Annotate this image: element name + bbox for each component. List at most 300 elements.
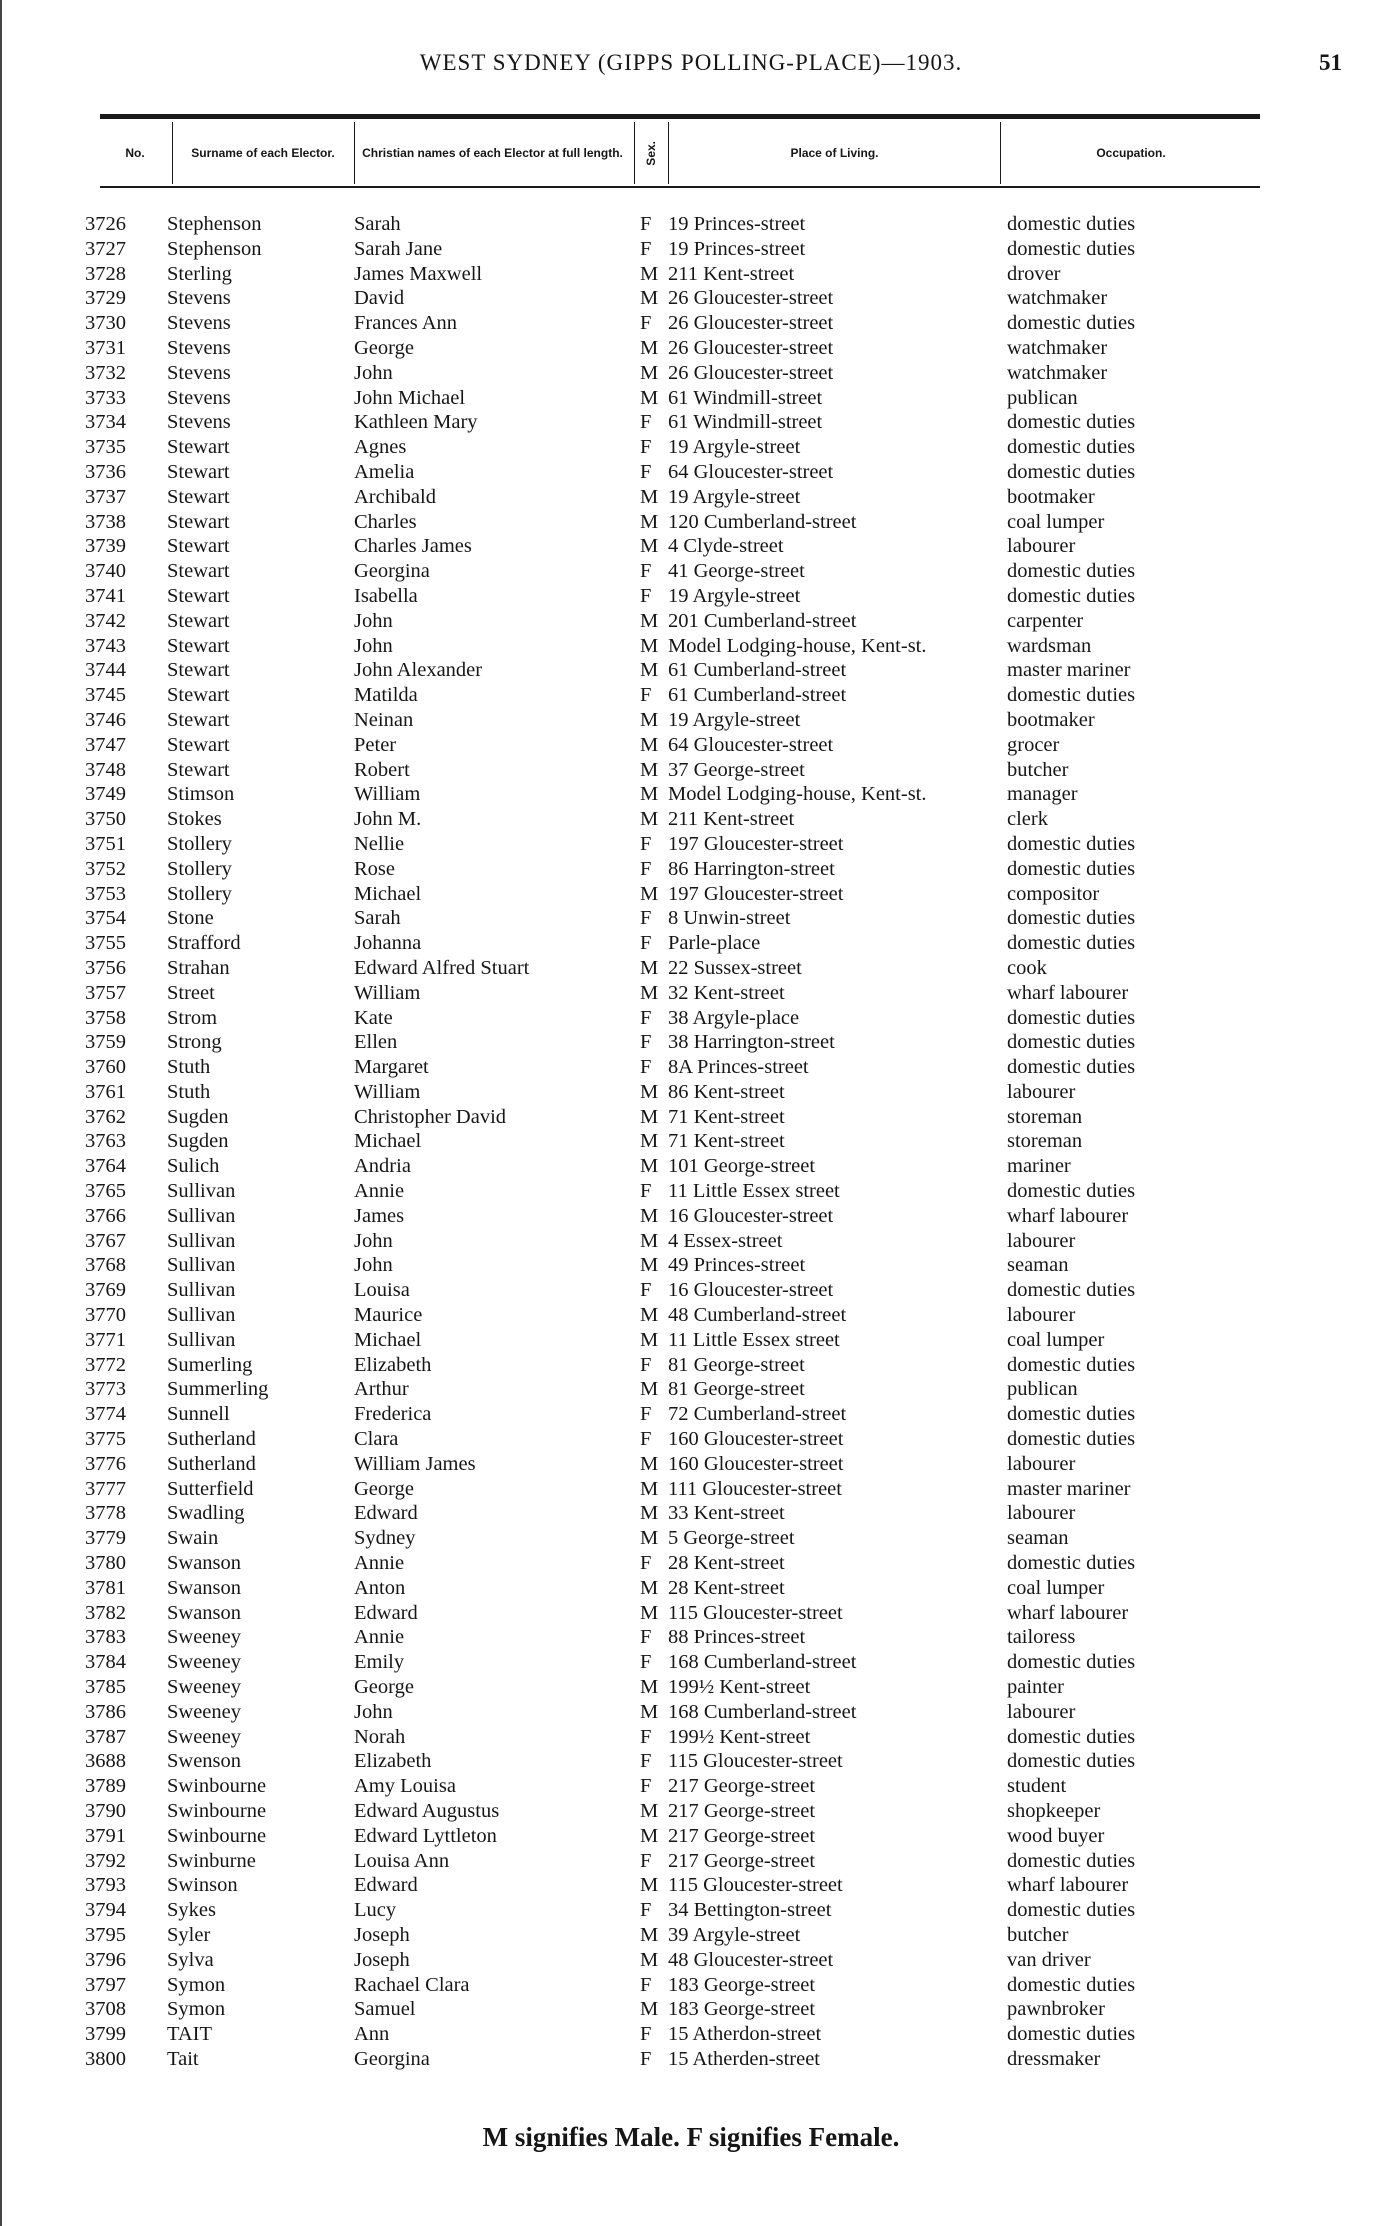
elector-number: 3726 <box>85 213 126 235</box>
elector-occupation: publican <box>1007 386 1078 409</box>
elector-occupation: labourer <box>1007 1700 1076 1723</box>
elector-surname: Stewart <box>167 609 230 632</box>
elector-surname: Swinbourne <box>167 1800 267 1822</box>
elector-number: 3764 <box>85 1155 126 1178</box>
elector-christian-names: Edward Augustus <box>354 1800 500 1822</box>
elector-surname: Sunnell <box>167 1403 230 1426</box>
elector-sex: M <box>640 609 659 632</box>
elector-sex: F <box>640 857 652 880</box>
elector-place: 120 Cumberland-street <box>668 510 857 533</box>
table-row <box>0 559 1382 584</box>
elector-number: 3791 <box>85 1824 126 1847</box>
elector-surname: Sweeney <box>167 1700 242 1723</box>
elector-number: 3800 <box>85 2047 126 2070</box>
elector-surname: Stewart <box>167 535 230 558</box>
elector-surname: Stewart <box>167 436 230 459</box>
elector-number: 3779 <box>85 1527 126 1550</box>
elector-surname: Strahan <box>167 956 230 979</box>
elector-sex: F <box>640 1899 652 1922</box>
elector-sex: M <box>640 1378 659 1401</box>
elector-christian-names: Lucy <box>354 1899 397 1922</box>
elector-christian-names: Nellie <box>354 832 405 855</box>
elector-surname: Stokes <box>167 808 222 831</box>
elector-occupation: seaman <box>1007 1527 1069 1550</box>
elector-number: 3759 <box>85 1031 126 1054</box>
elector-place: 39 Argyle-street <box>668 1923 801 1946</box>
elector-surname: Swinson <box>167 1874 238 1897</box>
elector-occupation: dressmaker <box>1007 2047 1101 2070</box>
elector-christian-names: Ann <box>354 2023 390 2046</box>
column-divider <box>668 122 669 184</box>
elector-occupation: bootmaker <box>1007 708 1095 731</box>
elector-place: 32 Kent-street <box>668 981 785 1004</box>
elector-sex: F <box>640 460 652 483</box>
elector-occupation: domestic duties <box>1007 1428 1136 1451</box>
elector-number: 3776 <box>85 1452 126 1475</box>
elector-number: 3736 <box>85 460 126 483</box>
elector-number: 3708 <box>85 1998 126 2021</box>
elector-christian-names: Sarah <box>354 907 401 930</box>
elector-christian-names: Archibald <box>354 485 436 508</box>
elector-sex: M <box>640 1576 659 1599</box>
top-rule <box>100 114 1260 119</box>
elector-number: 3747 <box>85 733 126 756</box>
elector-surname: Strong <box>167 1031 222 1054</box>
table-row <box>0 1997 1382 2022</box>
elector-occupation: domestic duties <box>1007 1973 1136 1996</box>
elector-sex: M <box>640 336 659 359</box>
elector-sex: F <box>640 907 652 930</box>
column-header-place: Place of Living. <box>790 145 879 160</box>
elector-number: 3737 <box>85 485 126 508</box>
elector-christian-names: Annie <box>354 1626 405 1649</box>
elector-occupation: wood buyer <box>1007 1824 1105 1847</box>
elector-christian-names: Frederica <box>354 1403 432 1426</box>
elector-surname: Tait <box>167 2047 199 2070</box>
elector-surname: Sumerling <box>167 1353 253 1376</box>
elector-place: 16 Gloucester-street <box>668 1204 834 1227</box>
elector-place: 88 Princes-street <box>668 1626 806 1649</box>
elector-sex: F <box>640 1973 652 1996</box>
elector-place: 211 Kent-street <box>668 808 795 831</box>
elector-occupation: domestic duties <box>1007 436 1136 459</box>
elector-place: 61 Cumberland-street <box>668 684 847 707</box>
elector-number: 3750 <box>85 808 126 831</box>
elector-surname: Strom <box>167 1006 218 1029</box>
elector-surname: Sterling <box>167 262 232 285</box>
elector-occupation: labourer <box>1007 1502 1076 1525</box>
elector-place: 41 George-street <box>668 560 805 583</box>
elector-number: 3799 <box>85 2023 126 2046</box>
elector-surname: Stone <box>167 907 214 930</box>
elector-surname: Sullivan <box>167 1204 236 1227</box>
elector-sex: M <box>640 1998 659 2021</box>
elector-occupation: domestic duties <box>1007 1552 1136 1575</box>
elector-sex: F <box>640 312 652 335</box>
elector-sex: F <box>640 1750 652 1773</box>
table-row <box>0 336 1382 361</box>
elector-place: 8A Princes-street <box>668 1056 809 1079</box>
elector-number: 3766 <box>85 1204 126 1227</box>
elector-number: 3735 <box>85 436 126 459</box>
elector-place: 4 Clyde-street <box>668 535 784 558</box>
elector-place: 48 Gloucester-street <box>668 1948 834 1971</box>
elector-surname: Stevens <box>167 386 231 409</box>
elector-number: 3772 <box>85 1353 126 1376</box>
elector-place: 48 Cumberland-street <box>668 1304 847 1327</box>
table-row <box>0 1824 1382 1849</box>
elector-sex: F <box>640 1725 652 1748</box>
elector-place: 217 George-street <box>668 1849 816 1872</box>
elector-christian-names: Edward Lyttleton <box>354 1824 497 1847</box>
elector-surname: Summerling <box>167 1378 269 1401</box>
elector-surname: Sweeney <box>167 1626 242 1649</box>
elector-occupation: pawnbroker <box>1007 1998 1105 2021</box>
elector-number: 3767 <box>85 1229 126 1252</box>
elector-christian-names: George <box>354 336 414 359</box>
elector-surname: Sugden <box>167 1105 229 1128</box>
elector-surname: Stewart <box>167 485 230 508</box>
elector-christian-names: Joseph <box>354 1948 410 1971</box>
table-row <box>0 1080 1382 1105</box>
column-divider <box>1000 122 1001 184</box>
elector-christian-names: Johanna <box>354 932 422 955</box>
elector-surname: Sullivan <box>167 1328 236 1351</box>
table-row <box>0 1576 1382 1601</box>
elector-surname: Stewart <box>167 684 230 707</box>
elector-occupation: grocer <box>1007 733 1060 756</box>
table-row <box>0 435 1382 460</box>
elector-occupation: domestic duties <box>1007 1849 1136 1872</box>
elector-christian-names: Andria <box>354 1155 411 1178</box>
elector-surname: Stevens <box>167 312 231 335</box>
elector-sex: M <box>640 485 659 508</box>
elector-place: 34 Bettington-street <box>668 1899 832 1922</box>
elector-occupation: master mariner <box>1007 1477 1131 1500</box>
table-row <box>0 1725 1382 1750</box>
table-row <box>0 1501 1382 1526</box>
elector-sex: M <box>640 758 659 781</box>
elector-sex: M <box>640 1527 659 1550</box>
table-row <box>0 658 1382 683</box>
elector-occupation: butcher <box>1007 758 1069 781</box>
elector-number: 3733 <box>85 386 126 409</box>
elector-sex: F <box>640 1006 652 1029</box>
elector-number: 3745 <box>85 684 126 707</box>
table-row <box>0 832 1382 857</box>
elector-sex: M <box>640 1601 659 1624</box>
table-row <box>0 1154 1382 1179</box>
elector-place: 19 Princes-street <box>668 213 806 235</box>
elector-number: 3731 <box>85 336 126 359</box>
column-header-occupation: Occupation. <box>1096 145 1166 160</box>
table-row <box>0 1551 1382 1576</box>
elector-number: 3783 <box>85 1626 126 1649</box>
elector-number: 3781 <box>85 1576 126 1599</box>
elector-number: 3729 <box>85 287 126 310</box>
elector-place: 115 Gloucester-street <box>668 1750 843 1773</box>
elector-christian-names: William <box>354 981 421 1004</box>
elector-sex: M <box>640 361 659 384</box>
elector-christian-names: William James <box>354 1452 476 1475</box>
elector-sex: M <box>640 1105 659 1128</box>
table-row <box>0 1774 1382 1799</box>
table-row <box>0 311 1382 336</box>
elector-christian-names: Neinan <box>354 708 414 731</box>
elector-sex: F <box>640 2023 652 2046</box>
elector-sex: M <box>640 1130 659 1153</box>
elector-surname: Stimson <box>167 783 235 806</box>
elector-place: 38 Harrington-street <box>668 1031 835 1054</box>
table-row <box>0 1278 1382 1303</box>
elector-surname: Sullivan <box>167 1229 236 1252</box>
table-row <box>0 634 1382 659</box>
table-row <box>0 485 1382 510</box>
elector-christian-names: Joseph <box>354 1923 410 1946</box>
elector-number: 3793 <box>85 1874 126 1897</box>
elector-place: 4 Essex-street <box>668 1229 783 1252</box>
elector-surname: Swanson <box>167 1601 242 1624</box>
table-row <box>0 1675 1382 1700</box>
column-divider <box>634 122 635 184</box>
elector-number: 3755 <box>85 932 126 955</box>
table-row <box>0 609 1382 634</box>
table-row <box>0 1204 1382 1229</box>
table-row <box>0 237 1382 262</box>
table-row <box>0 1923 1382 1948</box>
elector-place: 199½ Kent-street <box>668 1725 811 1748</box>
elector-sex: F <box>640 584 652 607</box>
elector-christian-names: George <box>354 1676 414 1699</box>
elector-surname: Stevens <box>167 361 231 384</box>
elector-occupation: watchmaker <box>1007 336 1108 359</box>
table-row <box>0 857 1382 882</box>
elector-sex: M <box>640 1204 659 1227</box>
elector-surname: Swinbourne <box>167 1775 267 1798</box>
elector-occupation: master mariner <box>1007 659 1131 682</box>
elector-number: 3728 <box>85 262 126 285</box>
elector-place: 8 Unwin-street <box>668 907 791 930</box>
elector-sex: M <box>640 386 659 409</box>
elector-sex: F <box>640 1180 652 1203</box>
table-row <box>0 386 1382 411</box>
elector-surname: Stewart <box>167 460 230 483</box>
elector-place: 26 Gloucester-street <box>668 336 834 359</box>
elector-sex: F <box>640 1651 652 1674</box>
elector-number: 3797 <box>85 1973 126 1996</box>
elector-sex: F <box>640 1031 652 1054</box>
elector-sex: F <box>640 1775 652 1798</box>
elector-christian-names: Michael <box>354 1328 422 1351</box>
elector-sex: F <box>640 213 652 235</box>
elector-number: 3782 <box>85 1601 126 1624</box>
elector-christian-names: Annie <box>354 1180 405 1203</box>
elector-christian-names: John <box>354 634 393 657</box>
elector-place: 197 Gloucester-street <box>668 832 844 855</box>
column-divider <box>354 122 355 184</box>
elector-place: 19 Princes-street <box>668 237 806 260</box>
elector-occupation: domestic duties <box>1007 312 1136 335</box>
elector-surname: Stephenson <box>167 213 262 235</box>
elector-number: 3748 <box>85 758 126 781</box>
elector-place: 16 Gloucester-street <box>668 1279 834 1302</box>
table-row <box>0 1402 1382 1427</box>
elector-place: 111 Gloucester-street <box>668 1477 842 1500</box>
elector-sex: M <box>640 733 659 756</box>
elector-number: 3758 <box>85 1006 126 1029</box>
elector-number: 3727 <box>85 237 126 260</box>
elector-sex: M <box>640 1229 659 1252</box>
elector-number: 3738 <box>85 510 126 533</box>
elector-place: 72 Cumberland-street <box>668 1403 847 1426</box>
elector-sex: F <box>640 1056 652 1079</box>
elector-place: 183 George-street <box>668 1973 816 1996</box>
table-row <box>0 1601 1382 1626</box>
elector-christian-names: James Maxwell <box>354 262 483 285</box>
table-row <box>0 1973 1382 1998</box>
elector-place: 217 George-street <box>668 1800 816 1822</box>
table-row <box>0 2047 1382 2072</box>
elector-christian-names: Edward Alfred Stuart <box>354 956 530 979</box>
elector-place: 61 Windmill-street <box>668 386 823 409</box>
elector-number: 3730 <box>85 312 126 335</box>
table-row <box>0 1700 1382 1725</box>
elector-place: 26 Gloucester-street <box>668 312 834 335</box>
elector-number: 3777 <box>85 1477 126 1500</box>
elector-christian-names: Peter <box>354 733 397 756</box>
elector-occupation: domestic duties <box>1007 1006 1136 1029</box>
elector-surname: Swain <box>167 1527 219 1550</box>
table-row <box>0 460 1382 485</box>
column-header-no: No. <box>125 145 145 160</box>
elector-number: 3749 <box>85 783 126 806</box>
table-row <box>0 1055 1382 1080</box>
elector-surname: TAIT <box>167 2023 213 2046</box>
elector-place: 64 Gloucester-street <box>668 733 834 756</box>
elector-sex: F <box>640 237 652 260</box>
elector-occupation: cook <box>1007 956 1047 979</box>
elector-christian-names: Ellen <box>354 1031 398 1054</box>
table-row <box>0 931 1382 956</box>
elector-surname: Stewart <box>167 659 230 682</box>
elector-number: 3768 <box>85 1254 126 1277</box>
elector-christian-names: Anton <box>354 1576 406 1599</box>
elector-number: 3763 <box>85 1130 126 1153</box>
elector-occupation: domestic duties <box>1007 907 1136 930</box>
page-number: 51 <box>1319 50 1342 75</box>
elector-sex: M <box>640 1254 659 1277</box>
elector-christian-names: Norah <box>354 1725 406 1748</box>
elector-place: 22 Sussex-street <box>668 956 802 979</box>
table-row <box>0 212 1382 237</box>
elector-occupation: compositor <box>1007 882 1100 905</box>
table-row <box>0 733 1382 758</box>
elector-christian-names: Isabella <box>354 584 418 607</box>
elector-place: 115 Gloucester-street <box>668 1874 843 1897</box>
elector-christian-names: Edward <box>354 1502 418 1525</box>
elector-christian-names: Louisa <box>354 1279 410 1302</box>
elector-occupation: drover <box>1007 262 1061 285</box>
elector-sex: M <box>640 783 659 806</box>
column-header-surname: Surname of each Elector. <box>191 145 335 160</box>
table-row <box>0 956 1382 981</box>
elector-surname: Stollery <box>167 882 232 905</box>
elector-occupation: domestic duties <box>1007 1725 1136 1748</box>
elector-place: 19 Argyle-street <box>668 485 801 508</box>
elector-christian-names: Charles James <box>354 535 472 558</box>
elector-occupation: domestic duties <box>1007 1750 1136 1773</box>
elector-sex: M <box>640 1824 659 1847</box>
elector-place: 168 Cumberland-street <box>668 1700 857 1723</box>
elector-place: 49 Princes-street <box>668 1254 806 1277</box>
table-row <box>0 584 1382 609</box>
elector-surname: Swinbourne <box>167 1824 267 1847</box>
elector-occupation: watchmaker <box>1007 287 1108 310</box>
elector-place: 217 George-street <box>668 1775 816 1798</box>
elector-occupation: domestic duties <box>1007 932 1136 955</box>
table-row <box>0 1105 1382 1130</box>
elector-christian-names: Emily <box>354 1651 405 1674</box>
elector-christian-names: Michael <box>354 882 422 905</box>
elector-place: 81 George-street <box>668 1378 805 1401</box>
elector-sex: F <box>640 684 652 707</box>
table-row <box>0 1477 1382 1502</box>
elector-surname: Stewart <box>167 584 230 607</box>
elector-occupation: domestic duties <box>1007 1403 1136 1426</box>
elector-surname: Stewart <box>167 560 230 583</box>
elector-christian-names: Georgina <box>354 560 430 583</box>
elector-place: 61 Windmill-street <box>668 411 823 434</box>
elector-number: 3740 <box>85 560 126 583</box>
elector-occupation: domestic duties <box>1007 1651 1136 1674</box>
elector-surname: Stewart <box>167 733 230 756</box>
elector-christian-names: Annie <box>354 1552 405 1575</box>
elector-place: 160 Gloucester-street <box>668 1428 844 1451</box>
table-row <box>0 1328 1382 1353</box>
table-row <box>0 1526 1382 1551</box>
elector-surname: Stevens <box>167 287 231 310</box>
elector-occupation: domestic duties <box>1007 832 1136 855</box>
elector-surname: Sweeney <box>167 1676 242 1699</box>
elector-sex: M <box>640 1452 659 1475</box>
elector-place: 37 George-street <box>668 758 805 781</box>
elector-occupation: domestic duties <box>1007 1279 1136 1302</box>
elector-number: 3732 <box>85 361 126 384</box>
elector-sex: M <box>640 1800 659 1822</box>
elector-christian-names: James <box>354 1204 405 1227</box>
elector-number: 3771 <box>85 1328 126 1351</box>
elector-occupation: tailoress <box>1007 1626 1076 1649</box>
elector-sex: M <box>640 1155 659 1178</box>
elector-surname: Sutterfield <box>167 1477 254 1500</box>
elector-christian-names: Rachael Clara <box>354 1973 470 1996</box>
elector-sex: F <box>640 2047 652 2070</box>
elector-number: 3773 <box>85 1378 126 1401</box>
elector-sex: F <box>640 436 652 459</box>
table-row <box>0 410 1382 435</box>
table-row <box>0 1650 1382 1675</box>
elector-place: 15 Atherden-street <box>668 2047 820 2070</box>
elector-place: 86 Harrington-street <box>668 857 835 880</box>
elector-sex: F <box>640 1428 652 1451</box>
elector-christian-names: John <box>354 1229 393 1252</box>
elector-number: 3796 <box>85 1948 126 1971</box>
elector-sex: F <box>640 1626 652 1649</box>
elector-occupation: domestic duties <box>1007 213 1136 235</box>
elector-place: 217 George-street <box>668 1824 816 1847</box>
elector-place: 38 Argyle-place <box>668 1006 800 1029</box>
elector-place: 19 Argyle-street <box>668 436 801 459</box>
